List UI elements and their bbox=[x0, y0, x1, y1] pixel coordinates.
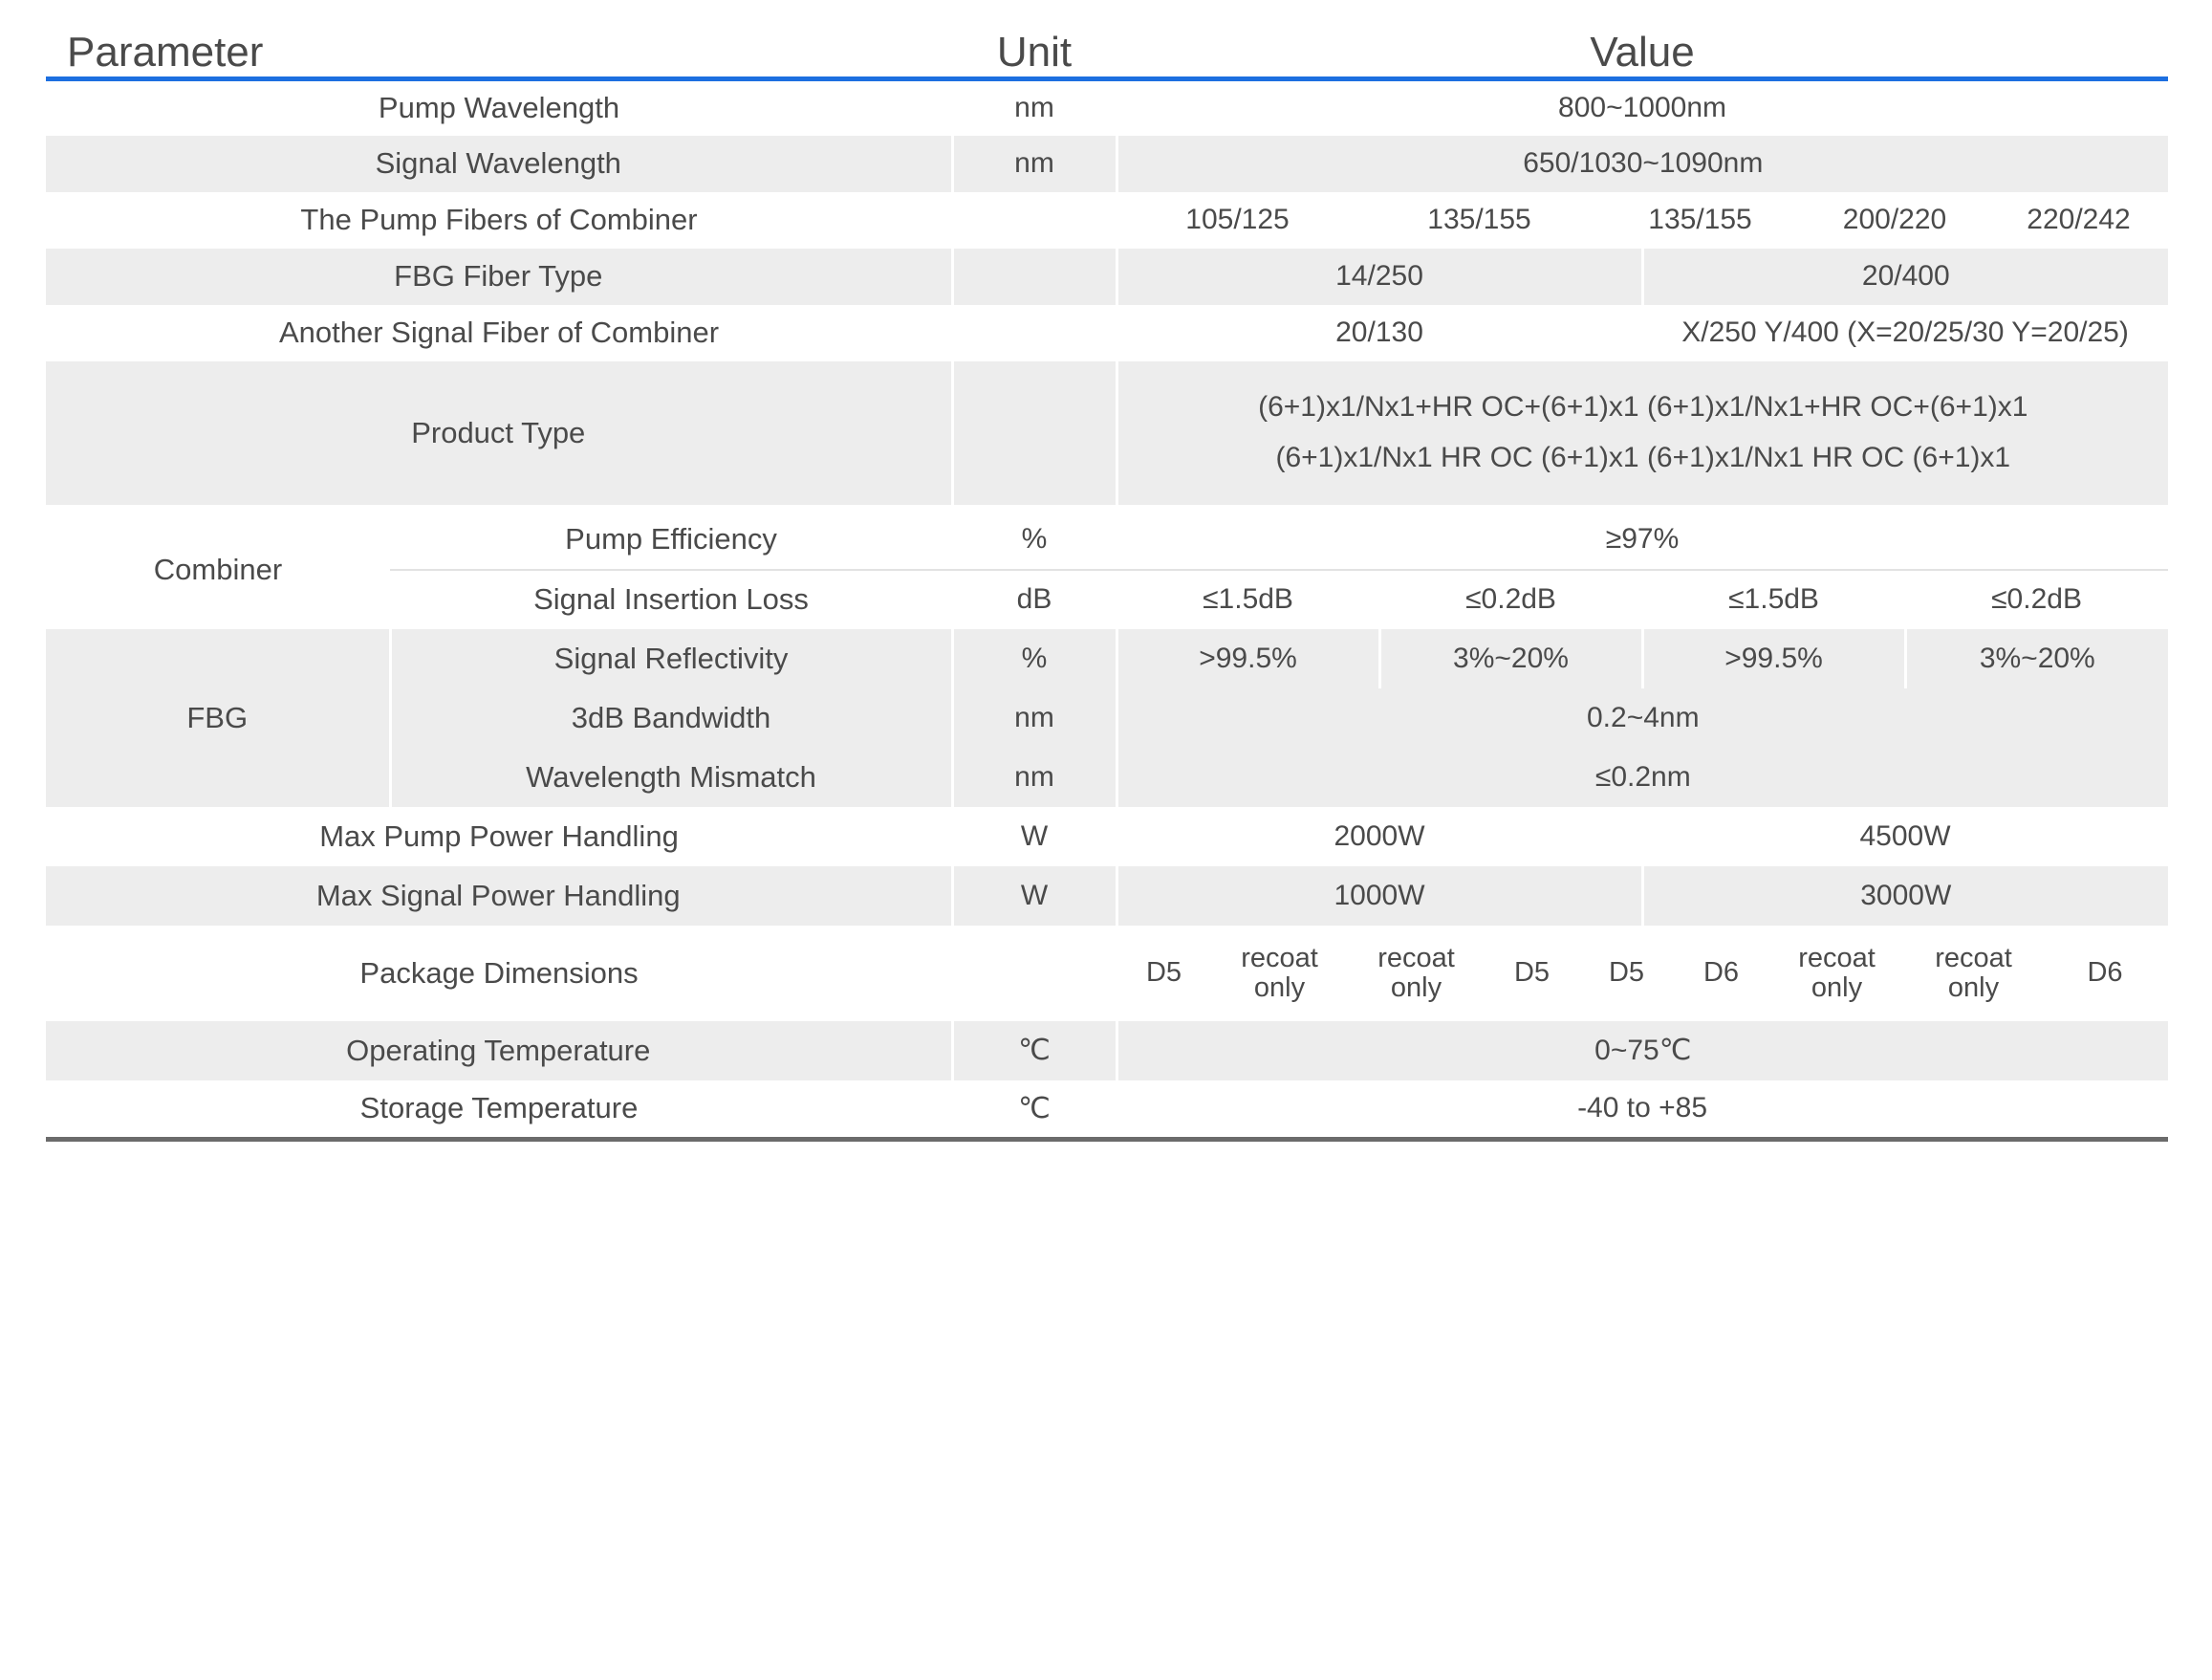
row-label-another-signal-fiber: Another Signal Fiber of Combiner bbox=[278, 316, 720, 349]
row-label-3db-bandwidth: 3dB Bandwidth bbox=[390, 688, 952, 748]
pump-fiber-2: 135/155 bbox=[1427, 204, 1531, 235]
signal-reflectivity-3: >99.5% bbox=[1642, 629, 1905, 688]
row-unit-pump-fibers bbox=[952, 192, 1117, 249]
another-signal-fiber-1: 20/130 bbox=[1335, 316, 1423, 348]
row-value-pump-fibers bbox=[1117, 192, 2168, 249]
row-label-wavelength-mismatch: Wavelength Mismatch bbox=[390, 748, 952, 807]
group-label-combiner: Combiner bbox=[153, 552, 283, 586]
table-row bbox=[46, 1021, 2168, 1080]
row-label-signal-reflectivity: Signal Reflectivity bbox=[390, 629, 952, 688]
signal-reflectivity-2: 3%~20% bbox=[1379, 629, 1642, 688]
signal-insertion-loss-1: ≤1.5dB bbox=[1203, 583, 1293, 615]
package-dim-8: recoat only bbox=[1935, 943, 2012, 1003]
table-row bbox=[46, 249, 2168, 305]
row-unit-package-dimensions bbox=[952, 926, 1117, 1021]
header-value: Value bbox=[1590, 29, 1695, 76]
row-unit-signal-reflectivity: % bbox=[952, 629, 1117, 688]
row-label-pump-wavelength: Pump Wavelength bbox=[378, 91, 620, 125]
fbg-fiber-type-2: 20/400 bbox=[1642, 249, 2168, 305]
row-unit-operating-temperature: ℃ bbox=[952, 1021, 1117, 1080]
row-unit-pump-efficiency: % bbox=[952, 511, 1117, 570]
signal-insertion-loss-3: ≤1.5dB bbox=[1728, 583, 1819, 615]
row-value-pump-efficiency: ≥97% bbox=[1117, 511, 2168, 570]
fbg-fiber-type-1: 14/250 bbox=[1117, 249, 1642, 305]
row-label-max-pump-power: Max Pump Power Handling bbox=[319, 818, 679, 853]
package-dim-3: recoat only bbox=[1377, 943, 1455, 1003]
row-unit-wavelength-mismatch: nm bbox=[952, 748, 1117, 807]
row-unit-max-signal-power: W bbox=[952, 866, 1117, 926]
pump-fiber-4: 200/220 bbox=[1842, 204, 1947, 235]
signal-insertion-loss-4: ≤0.2dB bbox=[1991, 583, 2082, 615]
footer-rule bbox=[46, 1140, 2168, 1143]
group-label-fbg: FBG bbox=[46, 629, 390, 807]
package-dim-6: D6 bbox=[1702, 957, 1740, 988]
row-unit-fbg-fiber-type bbox=[952, 249, 1117, 305]
product-type-line-2: (6+1)x1/Nx1 HR OC (6+1)x1 (6+1)x1/Nx1 HR OC (6+1)x1 bbox=[1275, 441, 2011, 473]
row-unit-signal-wavelength: nm bbox=[952, 136, 1117, 192]
table-row bbox=[46, 79, 2168, 136]
row-value-storage-temperature: -40 to +85 bbox=[1577, 1092, 1707, 1124]
package-dim-5: D5 bbox=[1608, 957, 1645, 988]
table-row bbox=[46, 629, 2168, 688]
table-row bbox=[46, 807, 2168, 866]
table-row bbox=[46, 926, 2168, 1021]
row-label-pump-efficiency: Pump Efficiency bbox=[390, 511, 952, 570]
max-pump-power-1: 2000W bbox=[1334, 819, 1425, 852]
max-signal-power-1: 1000W bbox=[1117, 866, 1642, 926]
row-label-operating-temperature: Operating Temperature bbox=[46, 1021, 952, 1080]
package-dim-9: D6 bbox=[2087, 957, 2123, 988]
table-row bbox=[46, 305, 2168, 361]
row-label-storage-temperature: Storage Temperature bbox=[359, 1091, 639, 1125]
table-header-row bbox=[46, 29, 2168, 76]
row-unit-signal-insertion-loss: dB bbox=[1016, 583, 1052, 615]
row-unit-3db-bandwidth: nm bbox=[952, 688, 1117, 748]
header-parameter: Parameter bbox=[67, 29, 264, 76]
row-label-max-signal-power: Max Signal Power Handling bbox=[46, 866, 952, 926]
row-value-operating-temperature: 0~75℃ bbox=[1117, 1021, 2168, 1080]
row-label-signal-insertion-loss: Signal Insertion Loss bbox=[533, 582, 809, 616]
row-unit-max-pump-power: W bbox=[1020, 819, 1049, 852]
pump-fiber-5: 220/242 bbox=[2027, 204, 2131, 235]
table-row bbox=[46, 192, 2168, 249]
row-value-wavelength-mismatch: ≤0.2nm bbox=[1117, 748, 2168, 807]
row-label-pump-fibers: The Pump Fibers of Combiner bbox=[300, 203, 698, 236]
table-row bbox=[46, 361, 2168, 505]
package-dim-4: D5 bbox=[1513, 957, 1551, 988]
row-unit-another-signal-fiber bbox=[952, 305, 1117, 361]
table-row bbox=[46, 511, 2168, 570]
table-row bbox=[46, 866, 2168, 926]
max-signal-power-2: 3000W bbox=[1642, 866, 2168, 926]
row-label-product-type: Product Type bbox=[46, 361, 952, 505]
row-value-package-dimensions bbox=[1117, 926, 2168, 1021]
package-dim-7: recoat only bbox=[1798, 943, 1876, 1003]
table-row bbox=[46, 136, 2168, 192]
specification-table bbox=[46, 29, 2168, 1142]
pump-fiber-1: 105/125 bbox=[1185, 204, 1290, 235]
row-value-product-type bbox=[1117, 361, 2168, 505]
row-value-signal-wavelength: 650/1030~1090nm bbox=[1117, 136, 2168, 192]
signal-insertion-loss-2: ≤0.2dB bbox=[1465, 583, 1556, 615]
row-unit-pump-wavelength: nm bbox=[1014, 92, 1054, 124]
row-value-3db-bandwidth: 0.2~4nm bbox=[1117, 688, 2168, 748]
row-unit-storage-temperature: ℃ bbox=[1018, 1092, 1051, 1124]
row-label-fbg-fiber-type: FBG Fiber Type bbox=[46, 249, 952, 305]
table-row bbox=[46, 1080, 2168, 1140]
row-value-pump-wavelength: 800~1000nm bbox=[1558, 92, 1727, 124]
max-pump-power-2: 4500W bbox=[1859, 819, 1951, 852]
row-label-signal-wavelength: Signal Wavelength bbox=[46, 136, 952, 192]
signal-reflectivity-4: 3%~20% bbox=[1905, 629, 2168, 688]
row-label-package-dimensions: Package Dimensions bbox=[359, 955, 639, 990]
header-unit: Unit bbox=[996, 29, 1073, 76]
signal-reflectivity-1: >99.5% bbox=[1117, 629, 1379, 688]
pump-fiber-3: 135/155 bbox=[1648, 204, 1752, 235]
package-dim-2: recoat only bbox=[1241, 943, 1318, 1003]
package-dim-1: D5 bbox=[1145, 957, 1182, 988]
row-unit-product-type bbox=[952, 361, 1117, 505]
another-signal-fiber-2: X/250 Y/400 (X=20/25/30 Y=20/25) bbox=[1681, 316, 2129, 348]
product-type-line-1: (6+1)x1/Nx1+HR OC+(6+1)x1 (6+1)x1/Nx1+HR OC+(6+1)x1 bbox=[1258, 391, 2028, 423]
